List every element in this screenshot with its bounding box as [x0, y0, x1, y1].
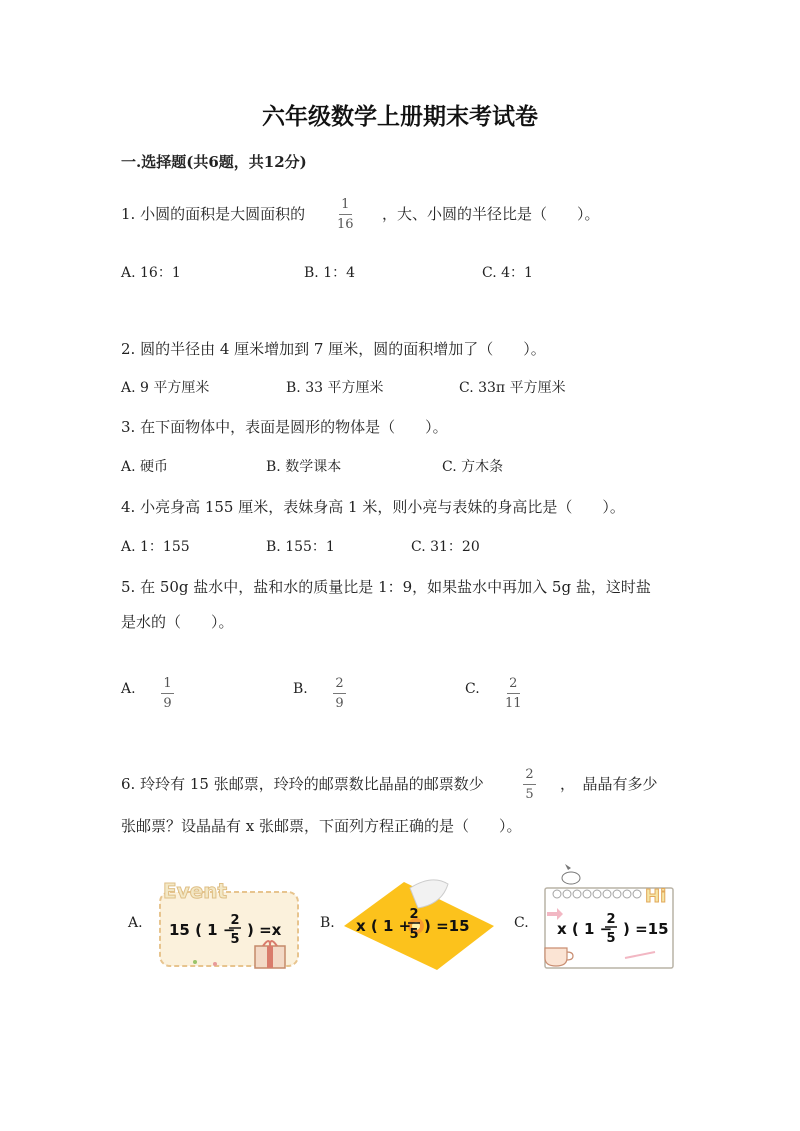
question-1-option-c[interactable]: C. 4：1	[482, 265, 533, 281]
question-6-option-a-label[interactable]: A.	[128, 915, 143, 931]
question-6-text-line1-end: ， 晶晶有多少	[560, 775, 658, 793]
question-6-text-line2: 张邮票？设晶晶有 x 张邮票，下面列方程正确的是（ ）。	[121, 817, 522, 835]
equation-numerator: 2	[606, 912, 616, 927]
question-4-option-a[interactable]: A. 1：155	[121, 539, 190, 555]
page-title: 六年级数学上册期末考试卷	[262, 103, 538, 130]
fraction-numerator: 2	[335, 676, 344, 691]
question-3-option-b[interactable]: B. 数学课本	[266, 459, 342, 475]
fraction-denominator: 9	[335, 696, 344, 711]
question-6-option-b-card[interactable]	[342, 868, 497, 973]
fraction-numerator: 1	[341, 197, 350, 212]
equation-left: 15 ( 1 −	[169, 921, 236, 939]
section-heading: 一.选择题(共6题，共12分)	[121, 153, 307, 171]
question-1-fraction	[337, 197, 354, 232]
question-2-text: 2. 圆的半径由 4 厘米增加到 7 厘米，圆的面积增加了（ ）。	[121, 340, 546, 358]
question-5-text-line1: 5. 在 50g 盐水中，盐和水的质量比是 1：9，如果盐水中再加入 5g 盐，这时盐	[121, 578, 651, 596]
fraction-denominator: 16	[337, 217, 354, 232]
question-5-option-a-fraction	[161, 676, 174, 711]
question-1-option-b[interactable]: B. 1：4	[304, 265, 356, 281]
equation-left: x ( 1 +	[356, 917, 412, 935]
equation-numerator: 2	[230, 913, 240, 928]
hi-decoration-text: Hi	[645, 886, 667, 907]
fraction-bar	[333, 693, 346, 694]
fraction-bar	[507, 693, 520, 694]
equation-right: ) =15	[424, 917, 470, 935]
equation-denominator: 5	[230, 932, 240, 947]
dot-decoration	[213, 962, 217, 966]
equation-numerator: 2	[409, 907, 419, 922]
question-6-option-a-card[interactable]	[155, 872, 305, 972]
equation-denominator: 5	[409, 927, 419, 942]
question-5-option-a-label[interactable]: A.	[121, 681, 136, 697]
question-6-option-b-label[interactable]: B.	[320, 915, 335, 931]
fraction-numerator: 1	[163, 676, 172, 691]
bird-icon	[562, 864, 580, 884]
equation-denominator: 5	[606, 931, 616, 946]
question-3-option-a[interactable]: A. 硬币	[121, 459, 169, 475]
question-4-option-b[interactable]: B. 155：1	[266, 539, 335, 555]
question-2-option-b[interactable]: B. 33 平方厘米	[286, 380, 384, 396]
fraction-numerator: 2	[509, 676, 518, 691]
fraction-denominator: 9	[163, 696, 172, 711]
fraction-bar	[161, 693, 174, 694]
question-4-option-c[interactable]: C. 31：20	[411, 539, 480, 555]
question-5-option-c-fraction	[505, 676, 522, 711]
question-1-text: 1. 小圆的面积是大圆面积的	[121, 205, 306, 223]
question-5-option-c-label[interactable]: C.	[465, 681, 480, 697]
dot-decoration	[193, 960, 197, 964]
question-2-option-c[interactable]: C. 33π 平方厘米	[459, 380, 566, 396]
fraction-denominator: 5	[525, 787, 534, 802]
fraction-bar	[339, 214, 352, 215]
question-4-text: 4. 小亮身高 155 厘米，表妹身高 1 米，则小亮与表妹的身高比是（ ）。	[121, 498, 625, 516]
question-6-text-line1: 6. 玲玲有 15 张邮票，玲玲的邮票数比晶晶的邮票数少	[121, 775, 484, 793]
equation-left: x ( 1 −	[557, 920, 613, 938]
fraction-denominator: 11	[505, 696, 522, 711]
question-3-text: 3. 在下面物体中，表面是圆形的物体是（ ）。	[121, 418, 448, 436]
fraction-numerator: 2	[525, 767, 534, 782]
question-3-option-c[interactable]: C. 方木条	[442, 459, 504, 475]
question-5-option-b-fraction	[333, 676, 346, 711]
question-1-option-a[interactable]: A. 16：1	[121, 265, 181, 281]
question-5-text-line2: 是水的（ ）。	[121, 613, 234, 631]
question-5-option-b-label[interactable]: B.	[293, 681, 308, 697]
equation-right: ) =x	[247, 921, 282, 939]
event-decoration-text: Event	[163, 879, 228, 903]
equation-right: ) =15	[623, 920, 669, 938]
question-1-text-end: ，大、小圆的半径比是（ ）。	[382, 205, 600, 223]
question-6-fraction	[523, 767, 536, 802]
question-6-option-c-label[interactable]: C.	[514, 915, 529, 931]
question-6-option-c-card[interactable]	[535, 860, 685, 975]
fraction-bar	[523, 784, 536, 785]
question-2-option-a[interactable]: A. 9 平方厘米	[121, 380, 210, 396]
